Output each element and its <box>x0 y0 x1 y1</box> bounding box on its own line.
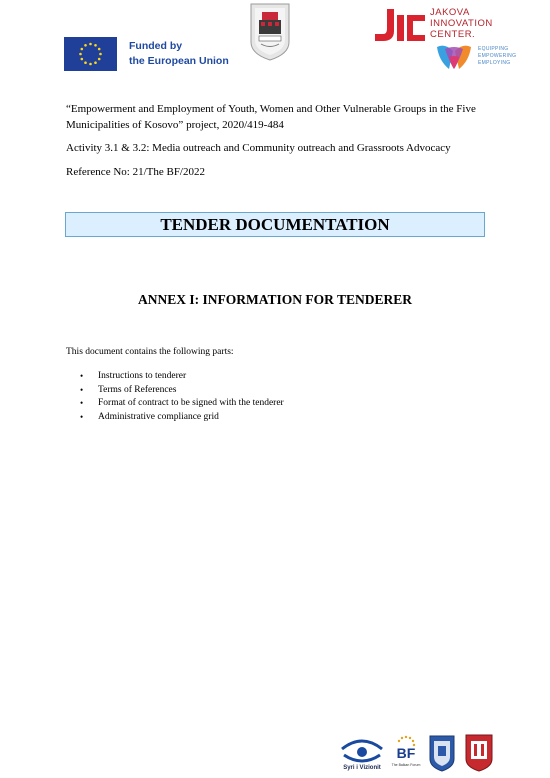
jic-tagline <box>478 46 516 67</box>
gjakova-crest-logo <box>249 2 291 62</box>
list-item-text: Terms of References <box>98 384 177 395</box>
eu-funding-logo <box>64 37 229 71</box>
jic-name-line-1: JAKOVA <box>430 7 470 18</box>
list-item <box>80 397 284 411</box>
list-item <box>80 384 284 398</box>
jic-heart-icon <box>435 43 473 71</box>
list-item <box>80 411 284 425</box>
syri-i-vizionit-logo <box>342 741 382 771</box>
jic-name-line-2: INNOVATION <box>430 18 493 29</box>
parts-intro: This document contains the following parts: <box>66 347 234 357</box>
eu-funding-text <box>129 39 229 69</box>
bf-subtitle: The Balkan Forum <box>391 763 421 767</box>
bullet-icon: • <box>80 398 84 408</box>
eu-flag-icon <box>64 37 117 71</box>
bullet-icon: • <box>80 384 84 395</box>
balkan-forum-logo <box>392 736 421 767</box>
jic-tagline-line-3: EMPLOYING <box>478 60 511 66</box>
bullet-icon: • <box>80 371 84 381</box>
reference-number: Reference No: 21/The BF/2022 <box>66 166 205 178</box>
activity-line: Activity 3.1 & 3.2: Media outreach and Community outreach and Grassroots Advocacy <box>66 142 451 154</box>
jic-tagline-line-2: EMPOWERING <box>478 53 517 59</box>
bullet-icon: • <box>80 411 84 422</box>
eu-line-1: Funded by <box>129 40 183 52</box>
list-item-text: Instructions to tenderer <box>98 371 187 381</box>
list-item-text: Administrative compliance grid <box>98 411 219 422</box>
tender-documentation-heading: TENDER DOCUMENTATION <box>65 212 485 237</box>
jic-letters-icon <box>375 7 427 45</box>
syri-label: Syri i Vizionit <box>343 765 381 771</box>
eu-line-2: the European Union <box>129 55 229 67</box>
jic-name <box>430 7 493 40</box>
list-item-text: Format of contract to be signed with the tenderer <box>98 398 284 408</box>
jic-logo <box>375 5 535 70</box>
jic-name-line-3: CENTER. <box>430 29 476 40</box>
project-line-1: “Empowerment and Employment of Youth, Women and Other Vulnerable Groups in the Five <box>66 103 476 115</box>
project-line-2: Municipalities of Kosovo” project, 2020/419-484 <box>66 119 284 131</box>
list-item <box>80 370 284 384</box>
annex-heading: ANNEX I: INFORMATION FOR TENDERER <box>137 292 412 307</box>
project-title <box>66 101 486 133</box>
parts-list <box>80 370 284 424</box>
bf-label: BF <box>396 745 416 761</box>
municipality-crest-blue <box>430 736 454 771</box>
footer-partner-logos <box>338 733 498 773</box>
municipality-crest-red <box>466 735 492 771</box>
jic-tagline-line-1: EQUIPPING <box>478 46 509 52</box>
